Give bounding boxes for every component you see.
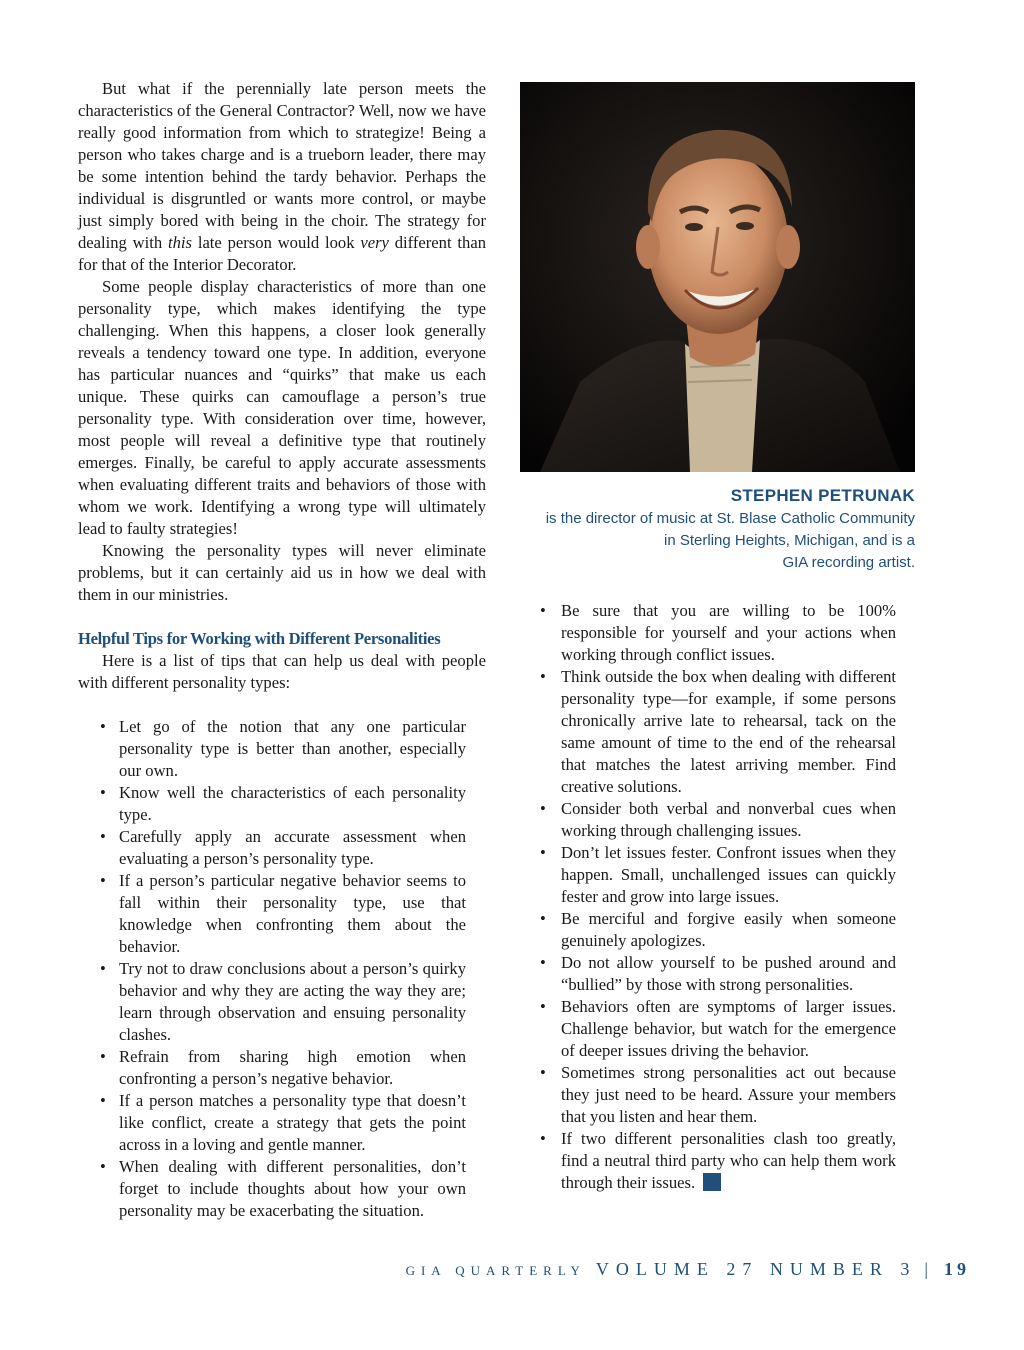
tip-text: Do not allow yourself to be pushed around and “bullied” by those with strong personalities.	[561, 953, 896, 994]
tip-item	[540, 1062, 896, 1128]
tip-item	[78, 826, 466, 870]
bullet-icon: •	[100, 1047, 106, 1066]
tip-text: If a person’s particular negative behavior seems to fall within their personality type, use that knowledge when confronting them about the behavior.	[119, 871, 466, 956]
tip-item	[540, 952, 896, 996]
tip-text: Let go of the notion that any one particular personality type is better than another, especially our own.	[119, 717, 466, 780]
section-heading: Helpful Tips for Working with Different Personalities	[78, 629, 441, 648]
right-tips-list	[540, 600, 896, 1194]
bullet-icon: •	[100, 1157, 106, 1176]
portrait-illustration	[520, 82, 915, 472]
footer-volume: VOLUME 27 NUMBER 3	[595, 1259, 917, 1279]
footer-separator: |	[924, 1259, 928, 1279]
tip-text: Behaviors often are symptoms of larger issues. Challenge behavior, but watch for the emergence of deeper issues driving the behavior.	[561, 997, 896, 1060]
author-name: STEPHEN PETRUNAK	[730, 486, 915, 505]
paragraph-multiple-types: Some people display characteristics of more than one personality type, which makes identifying the type challenging. When this happens, a closer look generally reveals a tendency toward one type. In addition, everyone has particular nuances and “quirks” that make us each unique. These quirks can camouflage a person’s true personality type. With consideration over time, however, most people will reveal a definitive type that routinely emerges. Finally, be careful to apply accurate assessments when evaluating different traits and behaviors of those with whom we work. Identifying a wrong type will ultimately lead to faulty strategies!	[78, 277, 486, 538]
tip-item	[540, 798, 896, 842]
bullet-icon: •	[540, 799, 546, 818]
bullet-icon: •	[540, 667, 546, 686]
end-of-article-square-icon	[703, 1173, 721, 1191]
tip-text: Sometimes strong personalities act out because they just need to be heard. Assure your members that you listen and hear them.	[561, 1063, 896, 1126]
tip-text: Don’t let issues fester. Confront issues when they happen. Small, unchallenged issues can quickly fester and grow into large issues.	[561, 843, 896, 906]
tip-item	[540, 666, 896, 798]
bullet-icon: •	[100, 1091, 106, 1110]
tip-item	[78, 870, 466, 958]
bullet-icon: •	[540, 997, 546, 1016]
author-bio-line3: GIA recording artist.	[782, 554, 915, 571]
bullet-icon: •	[100, 827, 106, 846]
para1-emphasis-very: very	[360, 233, 389, 252]
bullet-icon: •	[540, 909, 546, 928]
tip-item	[78, 782, 466, 826]
photo-caption	[500, 484, 915, 574]
bullet-icon: •	[100, 871, 106, 890]
para1-text-a: But what if the perennially late person meets the characteristics of the General Contractor? Well, now we have really good information from which to strategize! Being a person who takes charge and is a trueborn leader, there may be some intention behind the tardy behavior. Perhaps the individual is disgruntled or wants more control, or maybe just simply bored with being in the choir. The strategy for dealing with	[78, 79, 486, 252]
bullet-icon: •	[100, 959, 106, 978]
para1-emphasis-this: this	[168, 233, 192, 252]
bullet-icon: •	[540, 601, 546, 620]
tip-item	[540, 908, 896, 952]
tip-text: Consider both verbal and nonverbal cues when working through challenging issues.	[561, 799, 896, 840]
tip-text: If two different personalities clash too greatly, find a neutral third party who can help them work through their issues.	[561, 1129, 896, 1192]
page-number: 19	[944, 1259, 970, 1279]
tip-text: Think outside the box when dealing with different personality type—for example, if some persons chronically arrive late to rehearsal, tack on the same amount of time to the end of the rehearsal that matches the latest arriving member. Find creative solutions.	[561, 667, 896, 796]
tip-text: Know well the characteristics of each personality type.	[119, 783, 466, 824]
footer-publication: GIA QUARTERLY	[405, 1263, 586, 1278]
para1-text-c: different than for that of the Interior Decorator.	[78, 233, 486, 274]
author-bio-line1: is the director of music at St. Blase Catholic Community	[545, 510, 915, 527]
tip-text: Refrain from sharing high emotion when confronting a person’s negative behavior.	[119, 1047, 466, 1088]
left-tips-list	[78, 716, 466, 1222]
tip-item	[78, 958, 466, 1046]
tip-text: Be merciful and forgive easily when someone genuinely apologizes.	[561, 909, 896, 950]
paragraph-late-person	[78, 78, 486, 276]
tip-item	[78, 1090, 466, 1156]
bullet-icon: •	[540, 1063, 546, 1082]
right-column	[540, 600, 896, 1194]
bullet-icon: •	[100, 717, 106, 736]
page-footer	[330, 1259, 970, 1280]
tip-text: If a person matches a personality type that doesn’t like conflict, create a strategy that gets the point across in a loving and gentle manner.	[119, 1091, 466, 1154]
tip-item	[78, 1156, 466, 1222]
para1-text-b: late person would look	[192, 233, 361, 252]
tip-item	[540, 996, 896, 1062]
bullet-icon: •	[540, 953, 546, 972]
bullet-icon: •	[540, 843, 546, 862]
left-column	[78, 78, 486, 1222]
bullet-icon: •	[100, 783, 106, 802]
author-bio-line2: in Sterling Heights, Michigan, and is a	[664, 532, 915, 549]
tip-item	[540, 1128, 896, 1194]
tips-intro: Here is a list of tips that can help us deal with people with different personality types:	[78, 651, 486, 692]
tip-text: Be sure that you are willing to be 100% responsible for yourself and your actions when working through conflict issues.	[561, 601, 896, 664]
tip-item	[78, 716, 466, 782]
author-photo	[520, 82, 915, 472]
tip-text: When dealing with different personalities, don’t forget to include thoughts about how your own personality may be exacerbating the situation.	[119, 1157, 466, 1220]
tip-text: Try not to draw conclusions about a person’s quirky behavior and why they are acting the way they are; learn through observation and ensuing personality clashes.	[119, 959, 466, 1044]
tip-item	[540, 842, 896, 908]
paragraph-knowing-types: Knowing the personality types will never eliminate problems, but it can certainly aid us in how we deal with them in our ministries.	[78, 541, 486, 604]
bullet-icon: •	[540, 1129, 546, 1148]
tip-text: Carefully apply an accurate assessment when evaluating a person’s personality type.	[119, 827, 466, 868]
tip-item	[540, 600, 896, 666]
tip-item	[78, 1046, 466, 1090]
